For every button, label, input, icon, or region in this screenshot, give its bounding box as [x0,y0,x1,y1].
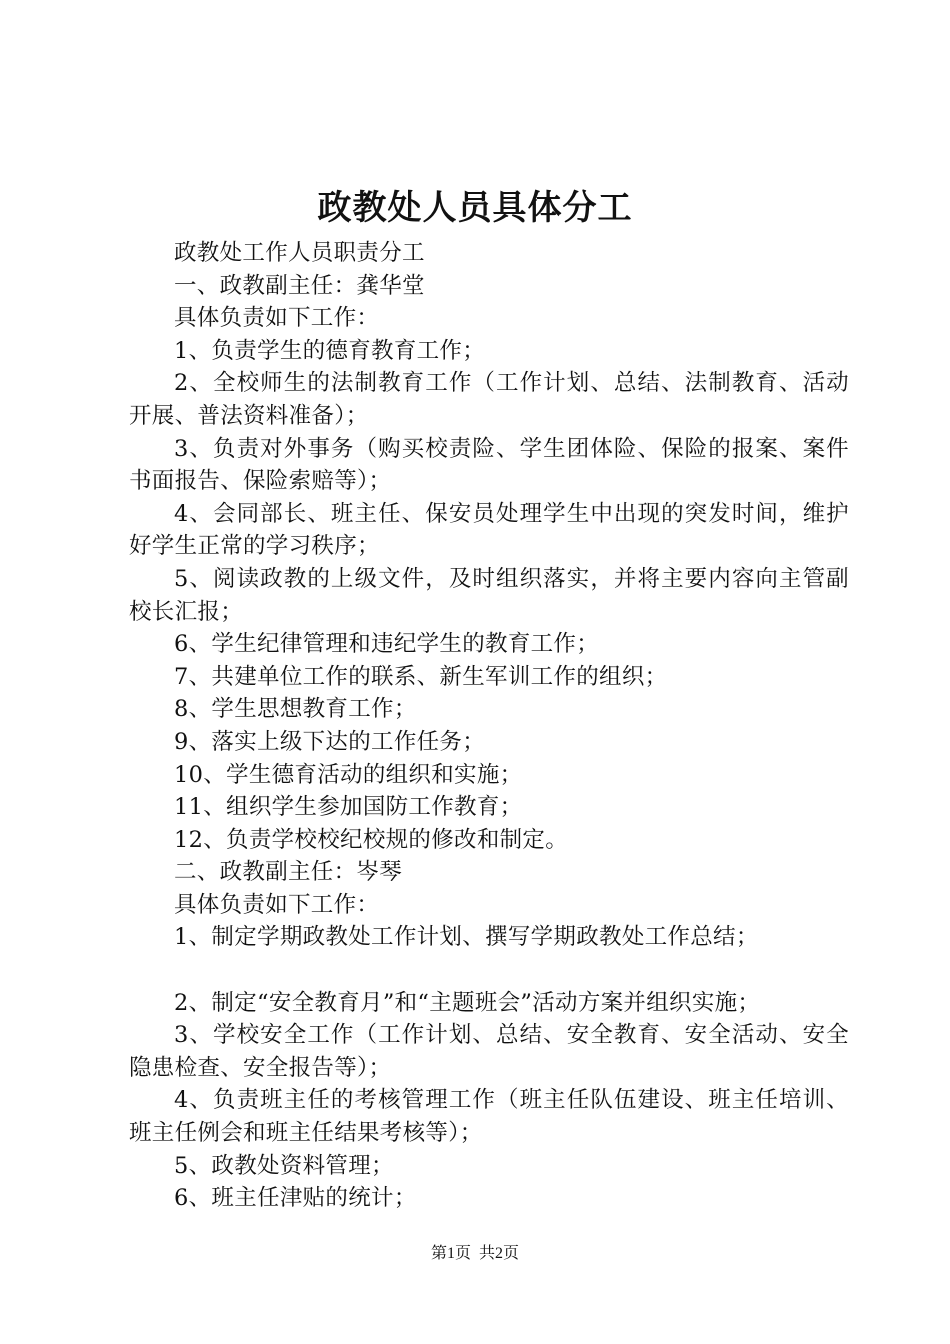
paragraph: 5、政教处资料管理； [174,1152,394,1179]
paragraph: 3、学校安全工作（工作计划、总结、安全教育、安全活动、安全隐患检查、安全报告等）； [129,1022,849,1081]
paragraph: 6、学生纪律管理和违纪学生的教育工作； [174,631,600,658]
paragraph: 1、负责学生的德育教育工作； [174,337,486,364]
paragraph: 6、班主任津贴的统计； [174,1185,417,1212]
paragraph: 11、组织学生参加国防工作教育； [174,794,523,821]
paragraph: 具体负责如下工作： [174,891,380,918]
paragraph: 12、负责学校校纪校规的修改和制定。 [174,826,569,853]
paragraph: 3、负责对外事务（购买校责险、学生团体险、保险的报案、案件书面报告、保险索赔等）； [129,435,849,495]
paragraph: 2、制定“安全教育月”和“主题班会”活动方案并组织实施； [174,989,761,1016]
page-total: 共2页 [479,1245,520,1262]
paragraph: 二、政教副主任：岑琴 [174,859,403,886]
paragraph: 9、落实上级下达的工作任务； [174,728,486,755]
paragraph: 2、全校师生的法制教育工作（工作计划、总结、法制教育、活动开展、普法资料准备）； [129,370,849,429]
paragraph: 具体负责如下工作： [174,305,380,332]
paragraph: 4、会同部长、班主任、保安员处理学生中出现的突发时间，维护好学生正常的学习秩序； [129,500,849,560]
document-body [129,237,849,1215]
page-number: 第1页 [430,1245,471,1262]
paragraph: 4、负责班主任的考核管理工作（班主任队伍建设、班主任培训、班主任例会和班主任结果考核等）； [129,1087,849,1147]
paragraph: 一、政教副主任：龚华堂 [174,272,425,299]
document-title: 政教处人员具体分工 [317,188,633,228]
paragraph: 政教处工作人员职责分工 [174,240,425,266]
paragraph: 7、共建单位工作的联系、新生军训工作的组织； [174,663,668,690]
paragraph: 10、学生德育活动的组织和实施； [174,761,523,788]
paragraph: 8、学生思想教育工作； [174,696,417,723]
paragraph: 5、阅读政教的上级文件，及时组织落实，并将主要内容向主管副校长汇报； [129,565,849,625]
paragraph: 1、制定学期政教处工作计划、撰写学期政教处工作总结； [174,924,759,951]
page-footer [0,1243,950,1265]
